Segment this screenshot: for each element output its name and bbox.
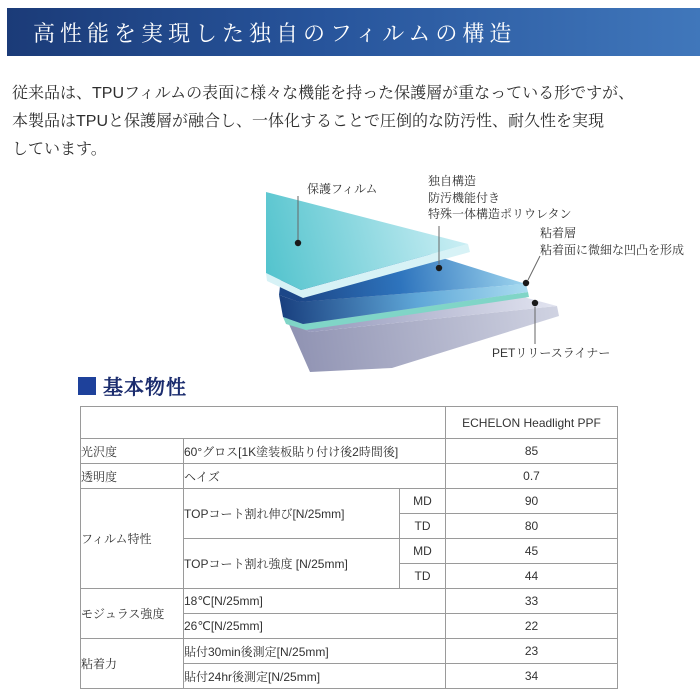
cell-test-adhesion-30min: 貼付30min後測定[N/25mm] xyxy=(184,639,446,664)
cell-test-adhesion-24hr: 貼付24hr後測定[N/25mm] xyxy=(184,664,446,689)
diagonal-header-cell xyxy=(81,407,446,439)
cell-dir-td: TD xyxy=(400,514,446,539)
cell-test-gloss: 60°グロス[1K塗装板貼り付け後2時間後] xyxy=(184,439,446,464)
cell-test-strength: TOPコート割れ強度 [N/25mm] xyxy=(184,539,400,589)
leader-line xyxy=(528,256,540,280)
cell-value-modulus-26: 22 xyxy=(446,614,618,639)
cell-value-elongation-md: 90 xyxy=(446,489,618,514)
intro-line: しています。 xyxy=(12,141,107,158)
cell-value-gloss: 85 xyxy=(446,439,618,464)
cell-dir-td: TD xyxy=(400,564,446,589)
cell-category-modulus: モジュラス強度 xyxy=(81,589,184,639)
cell-value-strength-td: 44 xyxy=(446,564,618,589)
section-heading: 基本物性 xyxy=(103,377,187,399)
cell-dir-md: MD xyxy=(400,489,446,514)
heading-square-icon xyxy=(78,377,96,395)
cell-value-clarity: 0.7 xyxy=(446,464,618,489)
cell-test-elongation: TOPコート割れ伸び[N/25mm] xyxy=(184,489,400,539)
cell-category-adhesion: 粘着力 xyxy=(81,639,184,689)
leader-dot xyxy=(436,265,442,271)
cell-test-modulus-18: 18℃[N/25mm] xyxy=(184,589,446,614)
label-pet-release-liner: PETリリースライナー xyxy=(492,346,611,360)
label-adhesive-layer: 粘着層 粘着面に微細な凹凸を形成 xyxy=(540,226,685,257)
cell-value-adhesion-24hr: 34 xyxy=(446,664,618,689)
intro-line: 従来品は、TPUフィルムの表面に様々な機能を持った保護層が重なっている形ですが、 xyxy=(12,85,635,102)
cell-value-adhesion-30min: 23 xyxy=(446,639,618,664)
table-header-row xyxy=(81,407,618,439)
leader-dot xyxy=(532,300,538,306)
table-row xyxy=(81,639,618,664)
cell-category-clarity: 透明度 xyxy=(81,464,184,489)
table-row xyxy=(81,439,618,464)
intro-line: 本製品はTPUと保護層が融合し、一体化することで圧倒的な防汚性、耐久性を実現 xyxy=(12,113,605,130)
intro-paragraph xyxy=(12,80,696,164)
cell-category-gloss: 光沢度 xyxy=(81,439,184,464)
cell-test-modulus-26: 26℃[N/25mm] xyxy=(184,614,446,639)
table-row xyxy=(81,489,618,514)
cell-test-clarity: ヘイズ xyxy=(184,464,446,489)
product-header-cell: ECHELON Headlight PPF xyxy=(446,407,618,439)
title-banner xyxy=(7,8,700,56)
leader-dot xyxy=(295,240,301,246)
table-row xyxy=(81,464,618,489)
cell-value-modulus-18: 33 xyxy=(446,589,618,614)
cell-value-elongation-td: 80 xyxy=(446,514,618,539)
cell-category-film: フィルム特性 xyxy=(81,489,184,589)
cell-value-strength-md: 45 xyxy=(446,539,618,564)
label-unique-structure: 独自構造 防汚機能付き 特殊一体構造ポリウレタン xyxy=(428,174,572,221)
page-title: 高性能を実現した独自のフィルムの構造 xyxy=(33,20,517,46)
basic-properties-table xyxy=(80,406,618,689)
film-layer-diagram xyxy=(200,168,685,380)
label-protective-film: 保護フィルム xyxy=(307,182,378,196)
table-row xyxy=(81,589,618,614)
cell-dir-md: MD xyxy=(400,539,446,564)
leader-dot xyxy=(523,280,529,286)
